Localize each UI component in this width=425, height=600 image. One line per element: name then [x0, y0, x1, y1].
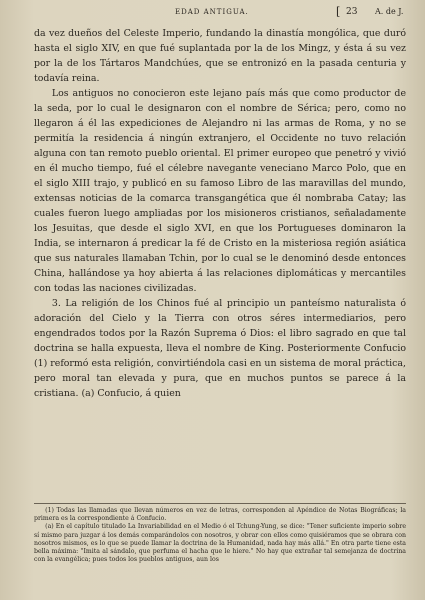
paragraph-religion: 3. La religión de los Chinos fué al principio un panteísmo naturalista ó adoración del Cielo y la Tierra con otros séres intermediarios, pero engendrados todos por la Razón Suprema ó Dios: el libro sagrado en que tal doctrina se halla expuesta, lleva el nombre de King. Posteriormente Confucio (1) reformó esta religión, convirtiéndola casi en un sistema de moral práctica, pero moral tan elevada y pura, que en muchos puntos se parece á la cristiana. (a) Confucio, á quien: [34, 298, 406, 399]
paragraph-continuation: da vez dueños del Celeste Imperio, fundando la dinastía mongólica, que duró hasta el siglo XIV, en que fué suplantada por la de los Mingz, y ésta á su vez por la de los Tártaros Mandchúes, que se entronizó en la pasada centuria y todavía reina.: [34, 28, 406, 84]
footnote-a: (a) En el capítulo titulado La Invariabilidad en el Medio ó el Tchung-Yung, se dice: "Tener suficiente imperio sobre sí mismo para juzgar á los demás comparándolos con nosotros, y obrar con ellos como quisiéramos que se obrara con nosotros mismos, es lo que se puede llamar la doctrina de la Humanidad, nada hay más allá." En otra parte tiene esta bella máxima: "Imita al sándalo, que perfuma el hacha que le hiere." No hay que extrañar tal semejanza de doctrina con la evangélica; pues todos los pueblos antiguos, aun los: [34, 523, 406, 564]
footnote-1: (1) Todas las llamadas que llevan números en vez de letras, corresponden al Apéndice de Notas Biográficas; la primera es la correspondiente á Confucio.: [34, 507, 406, 523]
header-bracket: [: [336, 5, 342, 18]
header-title: EDAD ANTIGUA.: [175, 8, 249, 16]
main-text: [34, 26, 406, 401]
page-number: 23: [346, 7, 358, 17]
paragraph-antiguos: Los antiguos no conocieron este lejano país más que como productor de la seda, por lo cual le designaron con el nombre de Sérica; pero, como no llegaron á él las expediciones de Alejandro ni las armas de Roma, y no se permitía la residencia á ningún extranjero, el Occidente no tuvo relación alguna con tan remoto pueblo oriental. El primer europeo que penetró y vivió en él mucho tiempo, fué el célebre navegante veneciano Marco Polo, que en el siglo XIII trajo, y publicó en su famoso Libro de las maravillas del mundo, extensas noticias de la comarca transgangética que él nombraba Catay; las cuales fueron luego ampliadas por los misioneros cristianos, señaladamente los Jesuitas, que desde el siglo XVI, en que los Portugueses dominaron la India, se internaron á predicar la fé de Cristo en la misteriosa región asiática que sus naturales llamaban Tchin, por lo cual se le denominó desde entonces China, hallándose ya hoy abierta á las relaciones diplomáticas y mercantiles con todas las naciones civilizadas.: [34, 88, 406, 294]
footnotes: [34, 503, 406, 564]
signature-mark: A. de J.: [375, 7, 404, 16]
running-header: [0, 6, 425, 20]
